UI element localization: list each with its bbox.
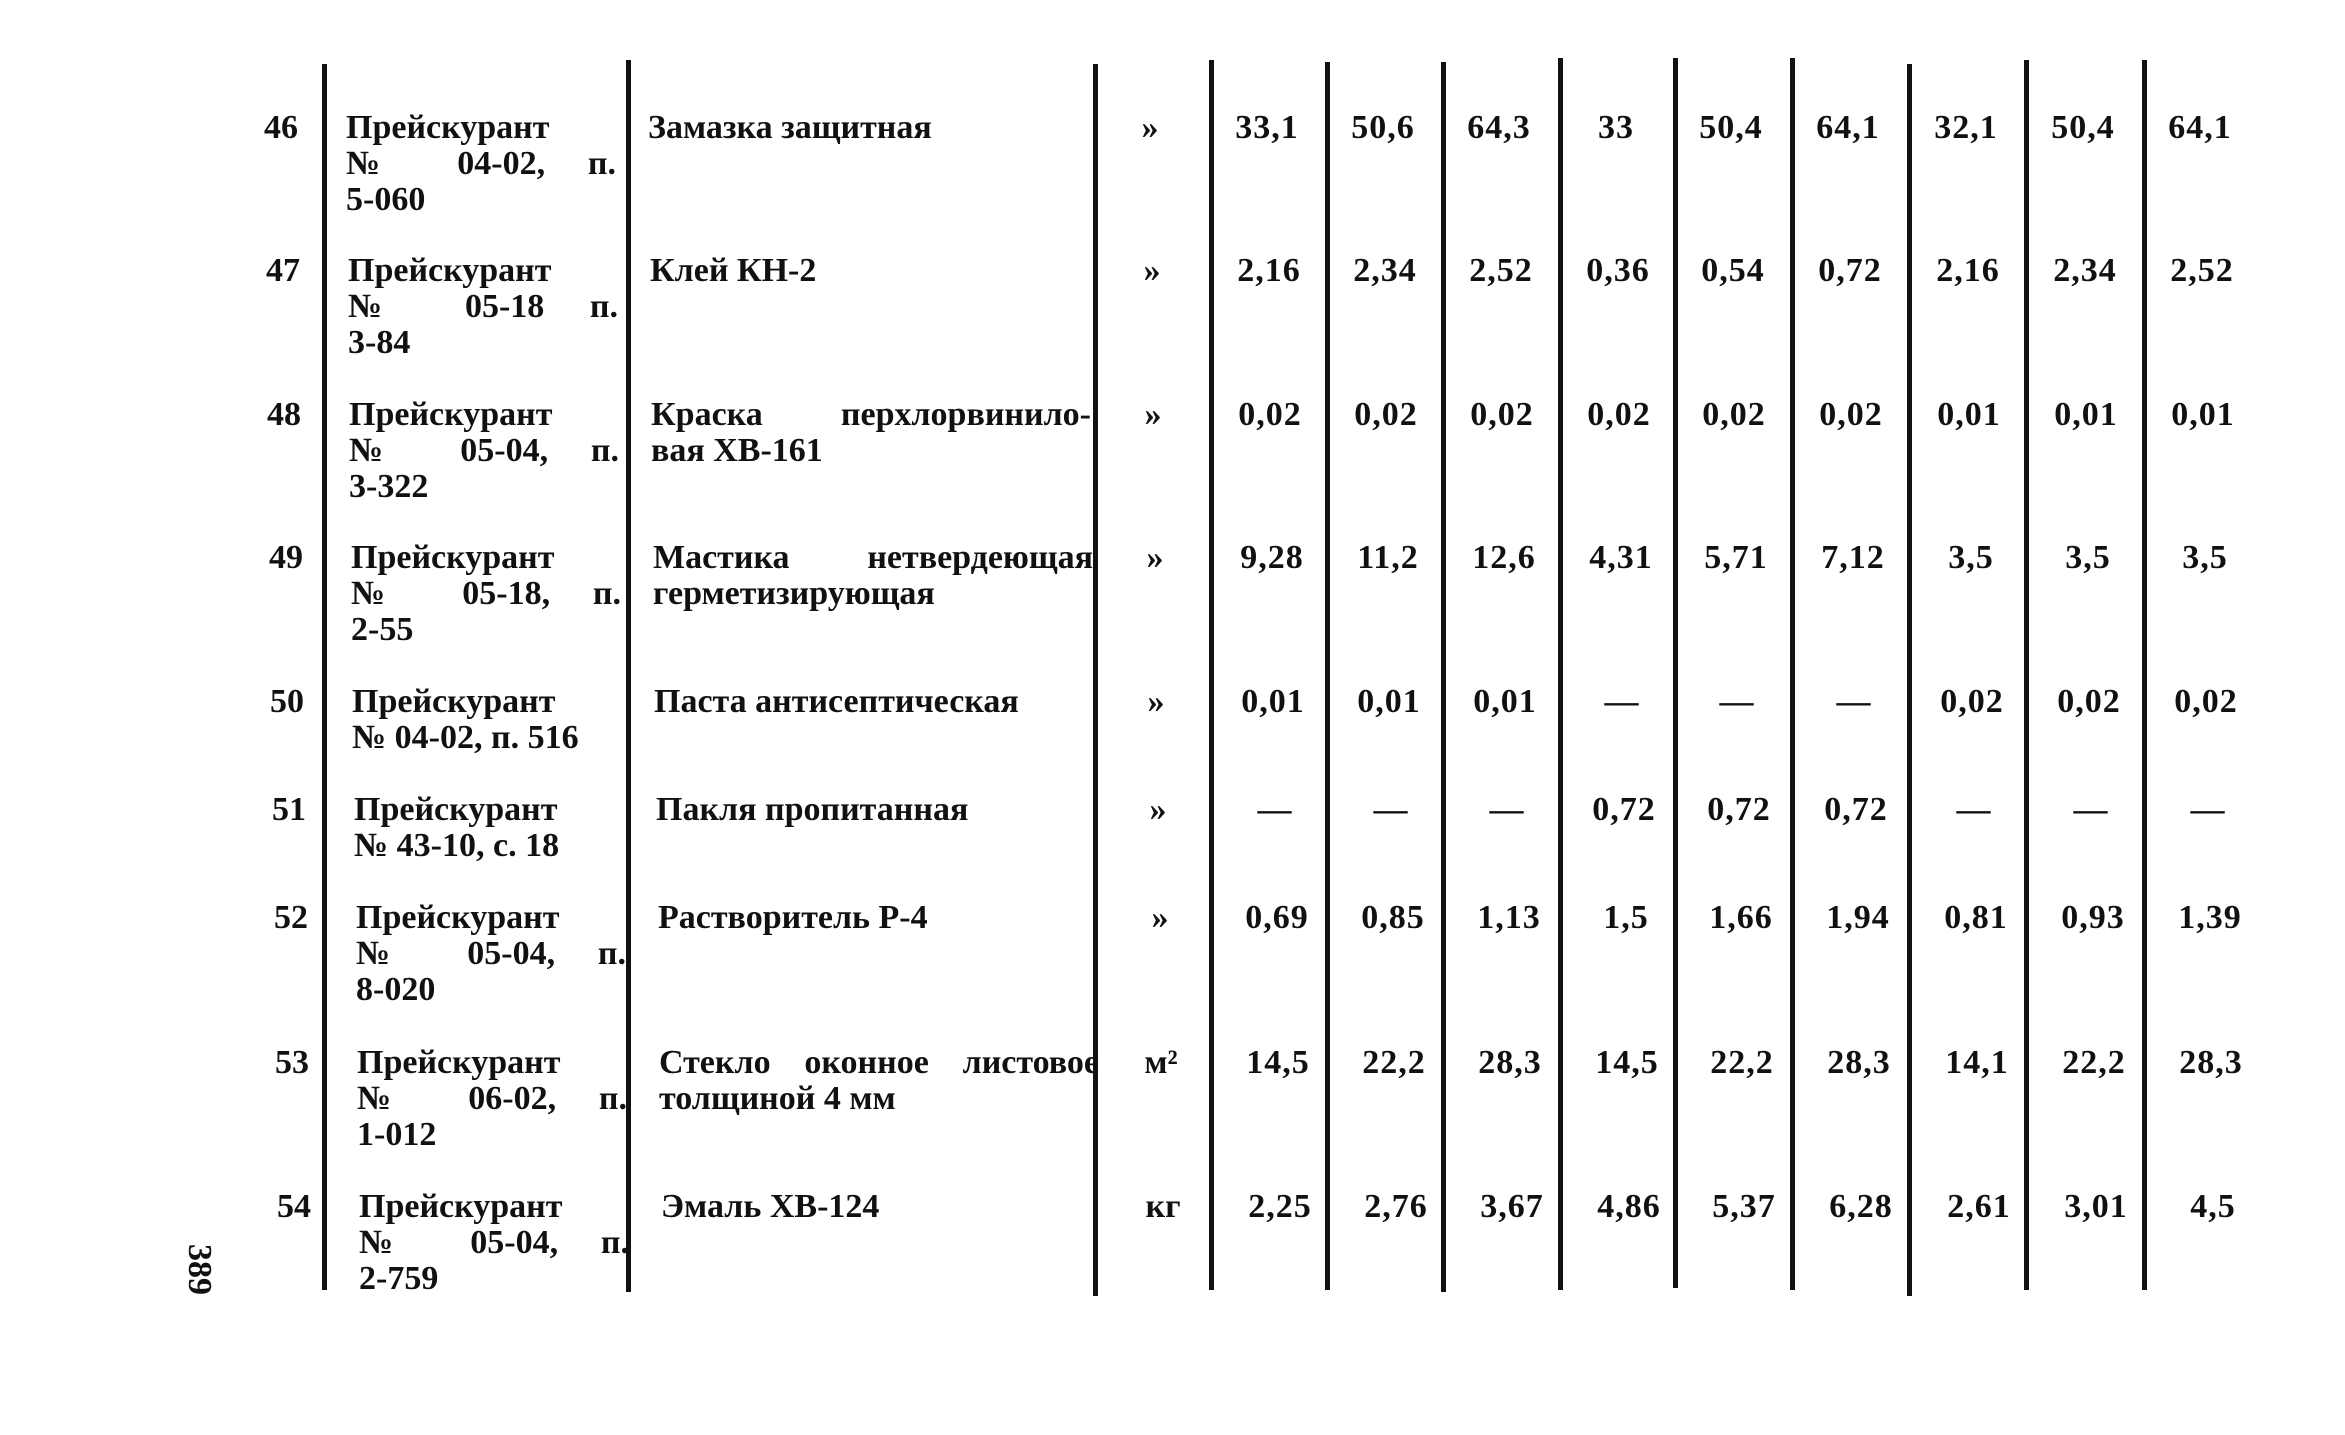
column-rule [1441,62,1446,1292]
source-line: № 06-02, п. [357,1080,627,1117]
material-line: Растворитель Р-4 [658,899,928,936]
source-line: Прейскурант [357,1044,561,1081]
source-line: Прейскурант [354,791,558,828]
value-cell: 0,02 [1354,396,1418,433]
value-cell: 14,5 [1595,1044,1659,1081]
value-cell: 33 [1598,109,1634,146]
column-rule [1907,64,1912,1296]
source-line: Прейскурант [346,109,550,146]
value-cell: 3,5 [2182,539,2228,576]
value-cell: 0,01 [1357,683,1421,720]
value-cell: 33,1 [1235,109,1299,146]
value-cell: 0,02 [1470,396,1534,433]
source-line: 2-759 [359,1260,439,1297]
source-line: № 05-04, п. [356,935,626,972]
price-list-reference [351,540,621,648]
source-line: 8-020 [356,971,436,1008]
source-line: Прейскурант [352,683,556,720]
value-cell: 2,25 [1248,1188,1312,1225]
value-cell: 28,3 [2179,1044,2243,1081]
value-cell: 50,4 [1699,109,1763,146]
value-cell: — [1373,791,1409,828]
value-cell: 9,28 [1240,539,1304,576]
price-list-reference [359,1189,629,1297]
value-cell: 22,2 [2062,1044,2126,1081]
column-rule [2024,60,2029,1290]
value-cell: 3,01 [2064,1188,2128,1225]
unit-of-measure: » [1144,396,1162,433]
value-cell: 0,72 [1824,791,1888,828]
material-line: Клей КН-2 [650,252,817,289]
value-cell: — [2073,791,2109,828]
row-number: 47 [266,252,300,289]
source-line: Прейскурант [356,899,560,936]
source-line: Прейскурант [359,1188,563,1225]
unit-of-measure: » [1151,899,1169,936]
material-name [654,684,1094,720]
value-cell: 0,02 [1819,396,1883,433]
value-cell: 50,6 [1351,109,1415,146]
column-rule [1790,58,1795,1290]
price-list-reference [354,792,624,864]
unit-of-measure: » [1147,683,1165,720]
value-cell: 14,5 [1246,1044,1310,1081]
unit-of-measure: кг [1145,1188,1181,1225]
value-cell: — [1604,683,1640,720]
source-line: 1-012 [357,1116,437,1153]
value-cell: — [2190,791,2226,828]
value-cell: — [1836,683,1872,720]
source-line: 3-322 [349,468,429,505]
material-name [659,1045,1099,1117]
source-line: 5-060 [346,181,426,218]
value-cell: 2,34 [1353,252,1417,289]
material-name [650,253,1090,289]
column-rule [1325,62,1330,1290]
value-cell: 0,36 [1586,252,1650,289]
value-cell: 0,93 [2061,899,2125,936]
row-number: 51 [272,791,306,828]
value-cell: 0,85 [1361,899,1425,936]
value-cell: 0,01 [1241,683,1305,720]
value-cell: 3,5 [2065,539,2111,576]
row-number: 46 [264,109,298,146]
material-name [661,1189,1101,1225]
unit-of-measure: » [1149,791,1167,828]
value-cell: 5,71 [1704,539,1768,576]
value-cell: 0,01 [2054,396,2118,433]
source-line: № 05-04, п. [359,1224,629,1261]
material-line: герметизирующая [653,575,935,612]
material-line: толщиной 4 мм [659,1080,896,1117]
column-rule [2142,60,2147,1290]
value-cell: 2,52 [2170,252,2234,289]
value-cell: 12,6 [1472,539,1536,576]
value-cell: 1,39 [2178,899,2242,936]
value-cell: — [1719,683,1755,720]
value-cell: 4,86 [1597,1188,1661,1225]
value-cell: 32,1 [1934,109,1998,146]
value-cell: 6,28 [1829,1188,1893,1225]
material-line: Краска перхлорвинило- [651,396,1091,433]
value-cell: 0,54 [1701,252,1765,289]
price-list-reference [357,1045,627,1153]
source-line: Прейскурант [351,539,555,576]
value-cell: 28,3 [1827,1044,1891,1081]
value-cell: 2,61 [1947,1188,2011,1225]
material-name [658,900,1098,936]
value-cell: 7,12 [1821,539,1885,576]
source-line: № 04-02, п. [346,145,616,182]
value-cell: 0,72 [1707,791,1771,828]
value-cell: 0,02 [1940,683,2004,720]
value-cell: 22,2 [1710,1044,1774,1081]
row-number: 49 [269,539,303,576]
value-cell: 5,37 [1712,1188,1776,1225]
value-cell: 0,02 [2174,683,2238,720]
column-rule [1558,58,1563,1290]
material-name [653,540,1093,612]
material-name [648,110,1088,146]
value-cell: 0,02 [2057,683,2121,720]
source-line: № 05-18 п. [348,288,618,325]
value-cell: 1,94 [1826,899,1890,936]
unit-of-measure: » [1146,539,1164,576]
price-list-reference [346,110,616,218]
row-number: 48 [267,396,301,433]
value-cell: 28,3 [1478,1044,1542,1081]
value-cell: 64,3 [1467,109,1531,146]
price-list-reference [356,900,626,1008]
material-line: Паста антисептическая [654,683,1019,720]
value-cell: 4,31 [1589,539,1653,576]
source-line: Прейскурант [348,252,552,289]
value-cell: 1,13 [1477,899,1541,936]
row-number: 54 [277,1188,311,1225]
unit-of-measure: » [1141,109,1159,146]
material-line: Эмаль ХВ-124 [661,1188,880,1225]
row-number: 52 [274,899,308,936]
material-line: Пакля пропитанная [656,791,969,828]
value-cell: — [1956,791,1992,828]
source-line: № 05-18, п. [351,575,621,612]
value-cell: 0,69 [1245,899,1309,936]
value-cell: 0,01 [2171,396,2235,433]
price-list-reference [349,397,619,505]
source-line: Прейскурант [349,396,553,433]
material-name [651,397,1091,469]
value-cell: 64,1 [1816,109,1880,146]
value-cell: 50,4 [2051,109,2115,146]
source-line: № 43-10, с. 18 [354,827,560,864]
value-cell: 0,02 [1238,396,1302,433]
row-number: 50 [270,683,304,720]
value-cell: — [1257,791,1293,828]
value-cell: 4,5 [2190,1188,2236,1225]
value-cell: 0,02 [1702,396,1766,433]
value-cell: 3,67 [1480,1188,1544,1225]
material-line: вая ХВ-161 [651,432,823,469]
value-cell: 2,16 [1237,252,1301,289]
price-list-reference [352,684,622,756]
price-list-reference [348,253,618,361]
material-line: Замазка защитная [648,109,932,146]
row-number: 53 [275,1044,309,1081]
value-cell: 1,66 [1709,899,1773,936]
value-cell: 2,52 [1469,252,1533,289]
column-rule [322,64,327,1290]
source-line: 2-55 [351,611,414,648]
value-cell: 0,02 [1587,396,1651,433]
value-cell: 14,1 [1945,1044,2009,1081]
value-cell: 64,1 [2168,109,2232,146]
value-cell: 2,34 [2053,252,2117,289]
value-cell: 1,5 [1603,899,1649,936]
material-line: Мастика нетвердеющая [653,539,1093,576]
source-line: № 05-04, п. [349,432,619,469]
source-line: № 04-02, п. 516 [352,719,579,756]
value-cell: — [1489,791,1525,828]
column-rule [1209,60,1214,1290]
value-cell: 0,72 [1592,791,1656,828]
unit-of-measure: » [1143,252,1161,289]
column-rule [1673,58,1678,1288]
value-cell: 0,72 [1818,252,1882,289]
material-line: Стекло оконное листовое [659,1044,1099,1081]
value-cell: 22,2 [1362,1044,1426,1081]
value-cell: 0,01 [1473,683,1537,720]
unit-of-measure: м² [1144,1044,1178,1081]
source-line: 3-84 [348,324,411,361]
value-cell: 0,81 [1944,899,2008,936]
value-cell: 0,01 [1937,396,2001,433]
value-cell: 3,5 [1948,539,1994,576]
value-cell: 2,76 [1364,1188,1428,1225]
page-number: 389 [181,1244,218,1295]
value-cell: 2,16 [1936,252,2000,289]
material-name [656,792,1096,828]
value-cell: 11,2 [1357,539,1419,576]
